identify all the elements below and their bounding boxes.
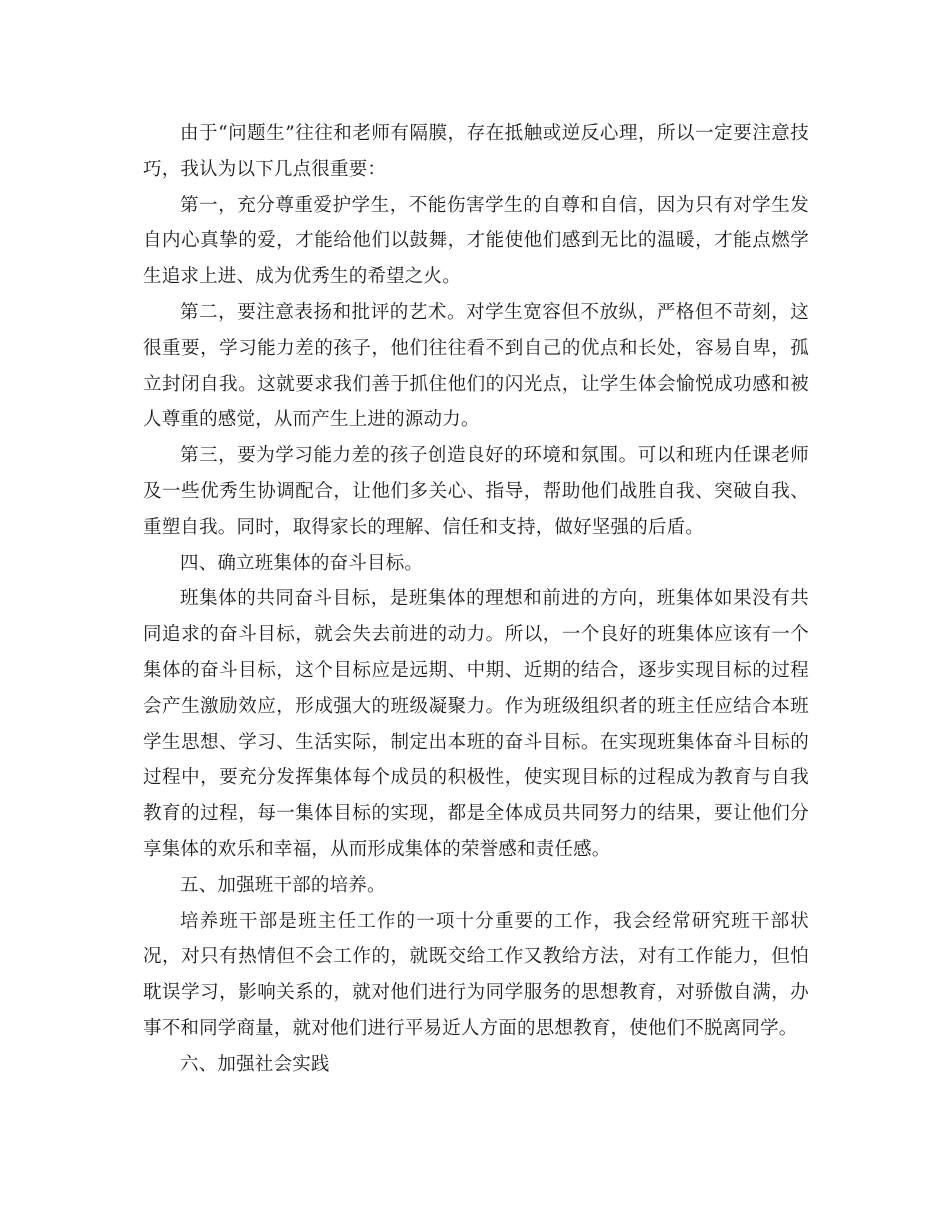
paragraph-intro: 由于“问题生”往往和老师有隔膜，存在抵触或逆反心理，所以一定要注意技巧，我认为以下几点很重要：	[143, 123, 809, 180]
paragraph-point-two: 第二，要注意表扬和批评的艺术。对学生宽容但不放纵，严格但不苛刻，这很重要，学习能力差的孩子，他们往往看不到自己的优点和长处，容易自卑，孤立封闭自我。这就要求我们善于抓住他们的闪光点，让学生体会愉悦成功感和被人尊重的感觉，从而产生上进的源动力。	[143, 301, 809, 431]
paragraph-point-three: 第三，要为学习能力差的孩子创造良好的环境和氛围。可以和班内任课老师及一些优秀生协调配合，让他们多关心、指导，帮助他们战胜自我、突破自我、重塑自我。同时，取得家长的理解、信任和支持，做好坚强的后盾。	[143, 445, 809, 538]
paragraph-section-five: 培养班干部是班主任工作的一项十分重要的工作，我会经常研究班干部状况，对只有热情但不会工作的，就既交给工作又教给方法，对有工作能力，但怕耽误学习，影响关系的，就对他们进行为同学服务的思想教育，对骄傲自满，办事不和同学商量，就对他们进行平易近人方面的思想教育，使他们不脱离同学。	[143, 910, 809, 1039]
section-heading-six: 六、加强社会实践	[180, 1053, 330, 1075]
paragraph-point-one: 第一，充分尊重爱护学生，不能伤害学生的自尊和自信，因为只有对学生发自内心真挚的爱，才能给他们以鼓舞，才能使他们感到无比的温暖，才能点燃学生追求上进、成为优秀生的希望之火。	[143, 194, 809, 288]
document-body	[143, 116, 809, 1083]
paragraph-section-four: 班集体的共同奋斗目标，是班集体的理想和前进的方向，班集体如果没有共同追求的奋斗目标，就会失去前进的动力。所以，一个良好的班集体应该有一个集体的奋斗目标，这个目标应是远期、中期、近期的结合，逐步实现目标的过程会产生激励效应，形成强大的班级凝聚力。作为班级组织者的班主任应结合本班学生思想、学习、生活实际，制定出本班的奋斗目标。在实现班集体奋斗目标的过程中，要充分发挥集体每个成员的积极性，使实现目标的过程成为教育与自我教育的过程，每一集体目标的实现，都是全体成员共同努力的结果，要让他们分享集体的欢乐和幸福，从而形成集体的荣誉感和责任感。	[143, 588, 809, 860]
section-heading-four: 四、确立班集体的奋斗目标。	[180, 552, 424, 574]
section-heading-five: 五、加强班干部的培养。	[180, 874, 386, 896]
